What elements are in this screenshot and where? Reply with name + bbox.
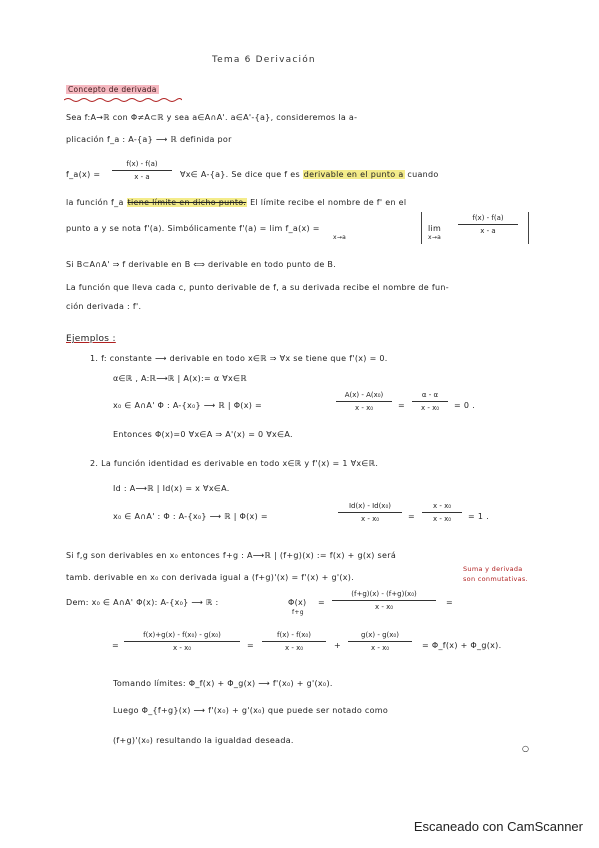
denominator: x - x₀ [432,515,452,523]
end-mark: ○ [522,744,530,753]
numerator: α - α [421,391,439,399]
sum-fraction-3 [262,631,326,652]
para2-line-2: La función que lleva cada c, punto derivable de f, a su derivada recibe el nombre de fun- [66,283,449,292]
numerator: f(x)+g(x) - f(x₀) - g(x₀) [143,631,221,639]
ex2-line-2: Id : A⟶ℝ | Id(x) = x ∀x∈A. [113,484,230,493]
def-line-1: Sea f:A→ℝ con Φ≠A⊂ℝ y sea a∈A∩A'. a∈A'-{a}, consideremos la a- [66,113,358,122]
derivable-highlight: derivable en el punto a [303,170,404,179]
denominator: x - x₀ [370,644,390,652]
def-line-4a-text: la función f_a [66,198,124,207]
numerator: x - x₀ [432,502,452,510]
sum-phi-sub: f+g [292,609,304,616]
def-fraction-1 [112,160,172,181]
para2-line-1: Si B⊂A∩A' ⇒ f derivable en B ⟺ derivable en todo punto de B. [66,260,337,269]
numerator: Id(x) - Id(x₀) [348,502,391,510]
ex1-line-4: Entonces Φ(x)=0 ∀x∈A ⇒ A'(x) = 0 ∀x∈A. [113,430,293,439]
ex1-line-2: α∈ℝ , A:ℝ⟶ℝ | A(x):= α ∀x∈ℝ [113,374,247,383]
sum-eq: = [318,598,326,607]
numerator: f(x) - f(a) [126,160,158,168]
ex1-line-1: 1. f: constante ⟶ derivable en todo x∈ℝ ⇒ ∀x se tiene que f'(x) = 0. [90,354,388,363]
def-line-3b [180,170,439,179]
sum-line-5: Tomando límites: Φ_f(x) + Φ_g(x) ⟶ f'(x₀) + g'(x₀). [113,679,333,688]
numerator: (f+g)(x) - (f+g)(x₀) [351,590,417,598]
denominator: x - a [480,227,496,235]
boxed-lim: lim [428,224,442,233]
def-line-5-sub: x→a [333,234,347,241]
def-line-5a: punto a y se nota f'(a). Simbólicamente f'(a) = lim f_a(x) = [66,224,320,233]
def-line-4b-text: El límite recibe el nombre de f' en el [250,198,407,207]
camscanner-watermark: Escaneado con CamScanner [413,819,583,834]
sum-note-1: Suma y derivada [463,565,523,573]
para2-line-3: ción derivada : f'. [66,302,142,311]
def-line-4-strike: tiene límite en dicho punto. [127,198,247,207]
sum-phi: Φ(x) [288,598,307,607]
section-heading [66,85,159,94]
ex2-fraction-2 [422,502,462,523]
ex1-fraction-2 [412,391,448,412]
sum-note-2: son conmutativas. [463,575,528,583]
numerator: f(x) - f(x₀) [277,631,311,639]
sum-line-4-eq: = [247,641,255,650]
sum-line-3a: Dem: x₀ ∈ A∩A' Φ(x): A-{x₀} ⟶ ℝ : [66,598,219,607]
boxed-lim-sub: x→a [428,234,442,241]
def-line-3b-text: ∀x∈ A-{a}. Se dice que f es [180,170,300,179]
sum-line-1: Si f,g son derivables en x₀ entonces f+g : A⟶ℝ | (f+g)(x) := f(x) + g(x) será [66,551,397,560]
ex2-fraction-1 [338,502,402,523]
denominator: x - a [134,173,150,181]
boxed-fraction [458,214,518,235]
ex1-line-3a: x₀ ∈ A∩A' Φ : A-{x₀} ⟶ ℝ | Φ(x) = [113,401,263,410]
sum-line-2: tamb. derivable en x₀ con derivada igual a (f+g)'(x) = f'(x) + g'(x). [66,573,355,582]
numerator: g(x) - g(x₀) [361,631,399,639]
denominator: x - x₀ [284,644,304,652]
sum-fraction-4 [348,631,412,652]
def-line-2: plicación f_a : A-{a} ⟶ ℝ definida por [66,135,232,144]
sum-fraction-2 [124,631,240,652]
def-line-4 [66,198,406,207]
sum-line-4-end: = Φ_f(x) + Φ_g(x). [422,641,502,650]
denominator: x - x₀ [354,404,374,412]
denominator: x - x₀ [172,644,192,652]
denominator: x - x₀ [360,515,380,523]
sum-end: = [446,598,454,607]
ex2-line-1: 2. La función identidad es derivable en todo x∈ℝ y f'(x) = 1 ∀x∈ℝ. [90,459,379,468]
sum-fraction-main [332,590,436,611]
wavy-underline [64,97,182,103]
ex2-end: = 1 . [468,512,489,521]
denominator: x - x₀ [420,404,440,412]
sum-line-4-pre: = [112,641,120,650]
ex1-end: = 0 . [454,401,475,410]
sum-line-7: (f+g)'(x₀) resultando la igualdad deseada. [113,736,294,745]
ex2-eq: = [408,512,416,521]
numerator: f(x) - f(a) [472,214,504,222]
denominator: x - x₀ [374,603,394,611]
sum-line-4-plus: + [334,641,342,650]
ex2-line-3a: x₀ ∈ A∩A' : Φ : A-{x₀} ⟶ ℝ | Φ(x) = [113,512,268,521]
page-title: Tema 6 Derivación [212,55,316,65]
ex1-fraction-1 [336,391,392,412]
def-line-3c-text: cuando [407,170,439,179]
numerator: A(x) - A(x₀) [344,391,384,399]
ex1-eq: = [398,401,406,410]
def-line-3a: f_a(x) = [66,170,101,179]
section-heading-text: Concepto de derivada [68,85,157,94]
sum-line-6: Luego Φ_{f+g}(x) ⟶ f'(x₀) + g'(x₀) que puede ser notado como [113,706,389,715]
examples-heading: Ejemplos : [66,334,116,344]
